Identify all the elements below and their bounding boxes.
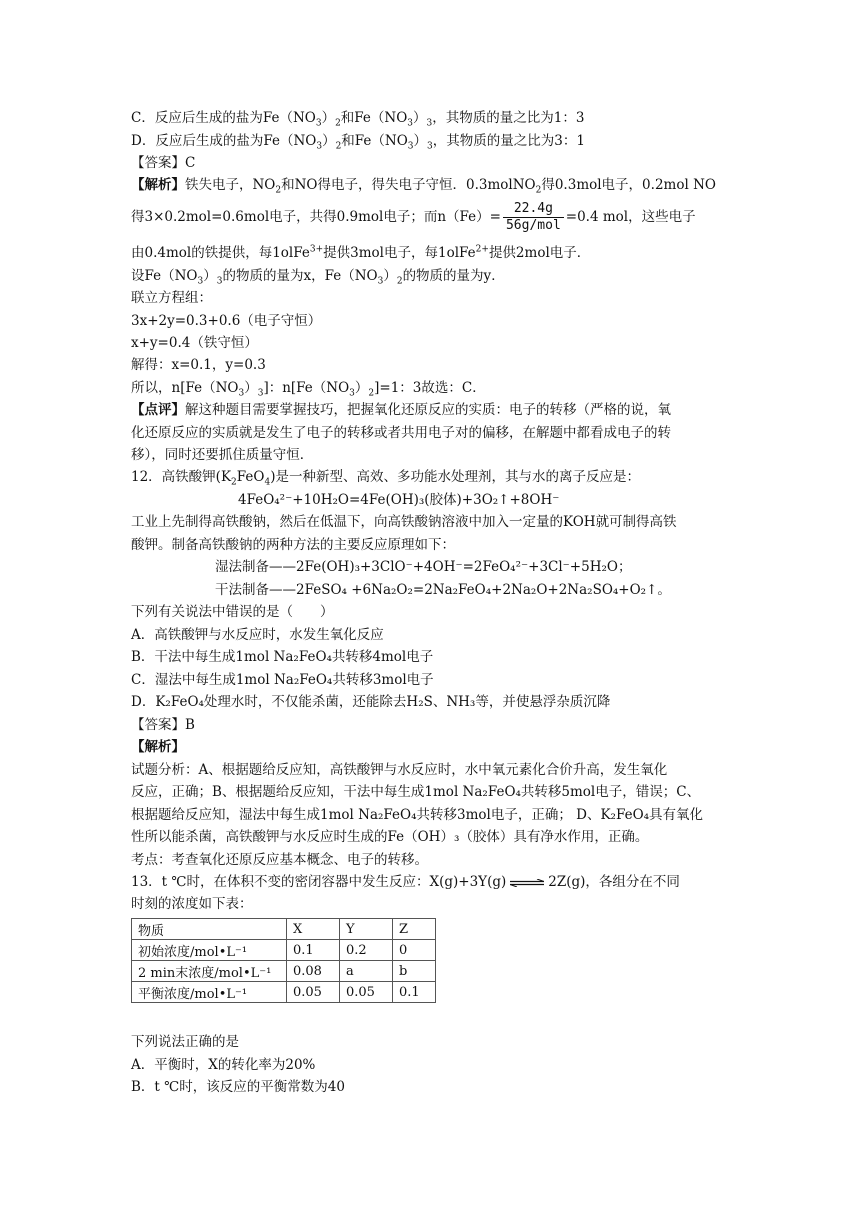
equation-1: 4FeO₄²⁻+10H₂O=4Fe(OH)₃(胶体)+3O₂↑+8OH⁻ (238, 492, 560, 508)
review-line-1: 【点评】解这种题目需要掌握技巧，把握氧化还原反应的实质：电子的转移（严格的说，氧 (131, 402, 671, 418)
table-cell: 0 (393, 940, 436, 961)
option-d-line: D．反应后生成的盐为$Fe(NO_3)_2$和$Fe(NO_3)_3$，其物质的量之比为3：1 (131, 133, 585, 152)
table-cell: 0.08 (287, 961, 340, 982)
explanation-12-line-2: 反应，正确；B、根据题给反应知，干法中每生成1mol Na₂FeO₄共转移5mol电子，错误；C、 (131, 784, 701, 800)
table-cell: 0.05 (340, 982, 393, 1003)
equation-dry: 干法制备——2FeSO₄ +6Na₂O₂=2Na₂FeO₄+2Na₂O+2Na₂SO₄+O₂↑。 (215, 582, 671, 598)
equation-wet: 湿法制备——2Fe(OH)₃+3ClO⁻+4OH⁻=2FeO₄²⁻+3Cl⁻+5H₂O； (215, 559, 632, 575)
question-12-prompt: 下列有关说法中错误的是（ ） (131, 604, 334, 620)
explanation-12-line-3: 根据题给反应知，湿法中每生成1mol Na₂FeO₄共转移3mol电子，正确； D、K₂FeO₄具有氧化 (131, 807, 704, 823)
answer-2: 【答案】B (131, 717, 195, 733)
question-12-stem: 12．高铁酸钾$(K_2FeO_4)$是一种新型、高效、多功能水处理剂，其与水的离子反应是： (131, 469, 640, 488)
table-header-cell: X (287, 919, 340, 940)
explanation-line-5: 联立方程组： (131, 290, 212, 306)
fraction: $\frac{22.4g}{\text{56g/mol}}$ (503, 201, 564, 234)
explanation-heading: 【解析】 (131, 739, 185, 755)
table-cell: 0.1 (287, 940, 340, 961)
explanation-line-7: x+y=0.4（铁守恒） (131, 335, 258, 351)
review-line-2: 化还原反应的实质就是发生了电子的转移或者共用电子对的偏移，在解题中都看成电子的转 (131, 425, 671, 441)
explanation-line-3: 由0.4mol的铁提供，每1olFe$^{3+}$提供3mol电子，每1olFe$^{2+}$提供2mol电子． (131, 244, 591, 261)
table-cell: 2 min末浓度/mol•L⁻¹ (132, 961, 287, 982)
question-12-text-2: 酸钾。制备高铁酸钠的两种方法的主要反应原理如下： (131, 537, 455, 553)
table-row (132, 982, 436, 1003)
question-12-option-a: A．高铁酸钾与水反应时，水发生氧化反应 (131, 627, 384, 643)
option-c-line: C．反应后生成的盐为$Fe(NO_3)_2$和$Fe(NO_3)_3$，其物质的量之比为1：3 (131, 110, 585, 129)
question-13-text: 时刻的浓度如下表： (131, 896, 253, 912)
explanation-line-2: 得3×0.2mol=0.6mol电子，共得0.9mol电子；而n（Fe）= $\frac{22.4g}{\text{56g/mol}}$ =0.4 mol，这些电子 (131, 201, 696, 233)
question-12-option-d: D．K₂FeO₄处理水时，不仅能杀菌，还能除去H₂S、NH₃等，并使悬浮杂质沉降 (131, 694, 611, 710)
table-cell: b (393, 961, 436, 982)
knowledge-point: 考点：考查氧化还原反应基本概念、电子的转移。 (131, 852, 428, 868)
table-header-cell: Z (393, 919, 436, 940)
explanation-12-line-4: 性所以能杀菌，高铁酸钾与水反应时生成的Fe（OH）₃（胶体）具有净水作用，正确。 (131, 829, 649, 845)
table-cell: a (340, 961, 393, 982)
table-cell: 0.1 (393, 982, 436, 1003)
table-header-cell: 物质 (132, 919, 287, 940)
table-cell: 0.05 (287, 982, 340, 1003)
concentration-table (131, 918, 436, 1003)
explanation-12-line-1: 试题分析：A、根据题给反应知，高铁酸钾与水反应时，水中氧元素化合价升高，发生氧化 (131, 762, 668, 778)
question-12-text-1: 工业上先制得高铁酸钠，然后在低温下，向高铁酸钠溶液中加入一定量的KOH就可制得高铁 (131, 514, 677, 530)
explanation-line-6: 3x+2y=0.3+0.6（电子守恒） (131, 313, 322, 329)
answer-1: 【答案】C (131, 155, 196, 171)
question-13-prompt: 下列说法正确的是 (131, 1034, 239, 1050)
table-header-cell: Y (340, 919, 393, 940)
table-row (132, 940, 436, 961)
table-cell: 初始浓度/mol•L⁻¹ (132, 940, 287, 961)
question-13-option-b: B．t ℃时，该反应的平衡常数为40 (131, 1079, 345, 1095)
explanation-line-8: 解得：x=0.1，y=0.3 (131, 357, 266, 373)
explanation-line-9: 所以，$n[Fe(NO_3)_3]$：$n[Fe(NO_3)_2]=1$：3故选：C． (131, 380, 486, 399)
explanation-line-1: 【解析】铁失电子，$NO_2$和NO得电子，得失电子守恒．0.3molNO$_2$得0.3mol电子，0.2mol NO (131, 177, 716, 196)
table-row (132, 961, 436, 982)
question-13-option-a: A．平衡时，X的转化率为20% (131, 1057, 316, 1073)
question-13-stem: 13．t ℃时，在体积不变的密闭容器中发生反应：X(g)+3Y(g) 2Z(g)，各组分在不同 (131, 874, 680, 890)
review-line-3: 移），同时还要抓住质量守恒． (131, 447, 314, 463)
table-cell: 0.2 (340, 940, 393, 961)
table-cell: 平衡浓度/mol•L⁻¹ (132, 982, 287, 1003)
question-12-option-b: B．干法中每生成1mol Na₂FeO₄共转移4mol电子 (131, 649, 434, 665)
equilibrium-arrow-icon (510, 879, 544, 887)
table-header-row (132, 919, 436, 940)
question-12-option-c: C．湿法中每生成1mol Na₂FeO₄共转移3mol电子 (131, 672, 434, 688)
explanation-line-4: 设$Fe(NO_3)_3$的物质的量为x，$Fe(NO_3)_2$的物质的量为y． (131, 268, 505, 287)
